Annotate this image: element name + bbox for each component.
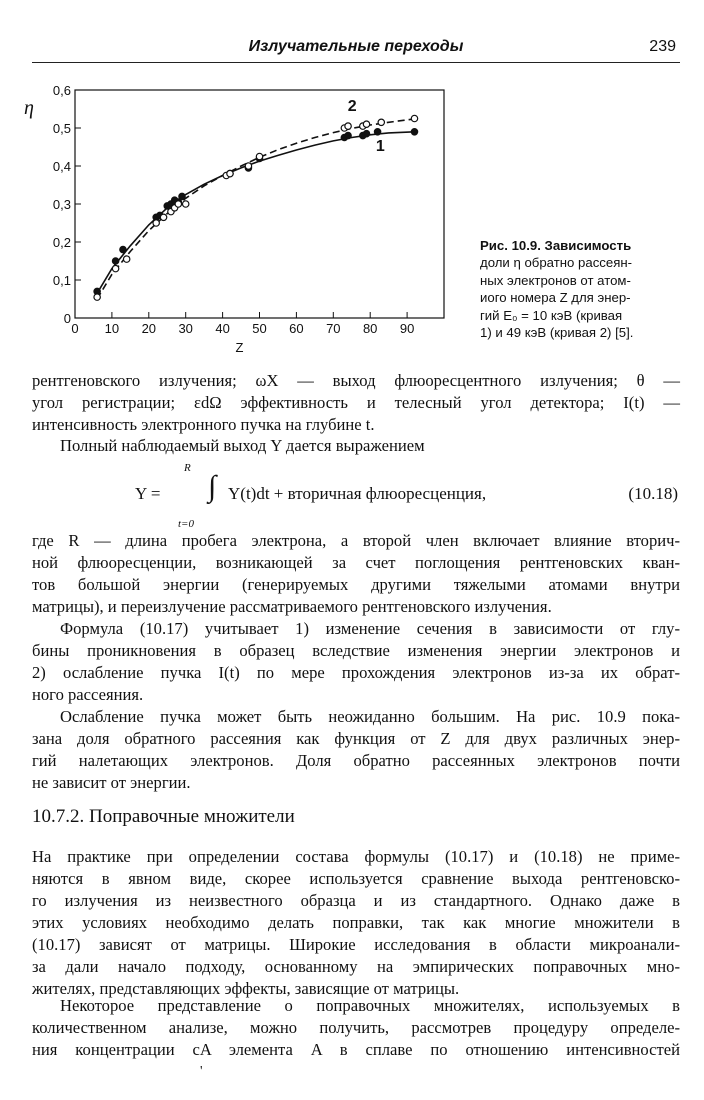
text-line: не зависит от энергии. [32,773,191,792]
series-2-point [256,153,262,159]
page-number: 239 [649,38,676,55]
series-2-point [378,119,384,125]
text-line: бины проникновения в образец вследствие изменения энергии электронов и [32,641,680,660]
x-tick-label: 50 [252,321,267,336]
x-tick-label: 30 [178,321,193,336]
series-2-label: 2 [347,97,357,115]
text-line: где R — длина пробега электрона, а второй член включает влияние вторич- [32,531,680,550]
y-tick-label: 0,4 [52,159,71,174]
backscatter-figure [20,78,450,358]
integral-sign: ∫ [208,470,217,503]
equation-number: (10.18) [628,484,678,503]
x-tick-label: 0 [71,321,79,336]
caption-line: ных электронов от атом- [480,272,631,288]
text-line: Ослабление пучка может быть неожиданно большим. На рис. 10.9 пока- [60,707,680,726]
x-tick-label: 40 [215,321,230,336]
section-heading: 10.7.2. Поправочные множители [32,806,295,827]
x-axis-label: Z [235,340,244,355]
series-1-point [120,246,126,252]
series-2-point [94,294,100,300]
text-line: угол регистрации; εdΩ эффективность и телесный угол детектора; I(t) — [32,393,680,412]
text-line: ной флюоресценции, возникающей за счет поглощения рентгеновских кван- [32,553,680,572]
caption-line: иого номера Z для энер- [480,290,631,306]
paragraph-correction-factors [32,995,680,1061]
y-tick-label: 0 [63,311,71,326]
running-header [32,36,680,63]
x-tick-label: 90 [399,321,415,336]
text-line: интенсивность электронного пучка на глубине t. [32,415,375,434]
series-2-point [175,201,181,207]
series-1-point [112,258,118,264]
text-line: (10.17) зависят от матрицы. Широкие исследования в области микроанали- [32,935,680,954]
equation-rhs: Y(t)dt + вторичная флюоресценция, [228,484,487,503]
text-line: ного рассеяния. [32,685,144,704]
text-line: зана доля обратного рассеяния как функция от Z для двух различных энер- [32,729,680,748]
caption-line: гий E₀ = 10 кэВ (кривая [480,307,623,323]
series-1-point [363,131,369,137]
text-line: Формула (10.17) учитывает 1) изменение сечения в зависимости от глу- [60,619,680,638]
series-1-point [374,129,380,135]
figure-caption [480,237,676,341]
text-line: Некоторое представление о поправочных множителях, используемых в [60,996,680,1015]
integral-upper-limit: R [184,462,191,474]
caption-line: Рис. 10.9. Зависимость [480,238,632,253]
y-tick-label: 0,6 [52,83,71,98]
x-tick-label: 70 [326,321,341,336]
series-2-point [112,265,118,271]
x-tick-label: 20 [141,321,157,336]
paragraph-practice [32,846,680,1000]
series-2-point [363,121,369,127]
x-tick-label: 80 [362,321,378,336]
series-2-point [183,201,189,207]
series-2-point [227,170,233,176]
text-line: го излучения из неизвестного образца и из стандартного. Однако даже в [32,891,680,910]
integral-lower-limit: t=0 [178,518,194,530]
text-line: На практике при определении состава формулы (10.17) и (10.18) не приме- [32,847,680,866]
paragraph-attenuation [32,706,680,794]
text-line: рентгеновского излучения; ωX — выход флюоресцентного излучения; θ — [32,371,680,390]
plot-frame [75,90,444,318]
equation-10-18 [32,462,680,530]
text-line: няются в явном виде, скорее используется сравнение выхода рентгеновско- [32,869,680,888]
text-line: жителях, представляющих эффекты, зависящие от матрицы. [32,979,460,998]
series-1-point [411,129,417,135]
caption-line: 1) и 49 кэВ (кривая 2) [5]. [480,325,634,341]
series-2-point [123,256,129,262]
equation-lhs: Y = [135,484,161,503]
series-2-curve [97,119,414,299]
text-line: Полный наблюдаемый выход Y дается выражением [60,436,425,455]
text-line: этих условиях необходимо делать поправки, так как многие множители в [32,913,680,932]
x-tick-label: 60 [289,321,304,336]
paragraph-yield-intro [32,435,680,457]
stray-mark: ' [200,1064,203,1079]
text-line: за дали начало подходу, основанному на эмпирических поправочных мно- [32,957,680,976]
y-tick-label: 0,1 [52,273,71,288]
text-line: ния концентрации cA элемента A в сплаве по отношению интенсивностей [32,1040,680,1059]
text-line: матрицы), и переизлучение рассматриваемого рентгеновского излучения. [32,597,552,616]
series-2-point [245,163,251,169]
y-tick-label: 0,2 [52,235,71,250]
running-header-title: Излучательные переходы [248,38,464,55]
paragraph-formula-1017 [32,618,680,706]
y-tick-label: 0,5 [52,121,71,136]
series-1-label: 1 [375,137,385,155]
x-tick-label: 10 [104,321,120,336]
series-2-point [160,214,166,220]
text-line: гий налетающих электронов. Доля обратно рассеянных электронов почти [32,751,680,770]
text-line: количественном анализе, можно получить, рассмотрев процедуру определе- [32,1018,680,1037]
series-2-point [411,115,417,121]
backscatter-chart [20,78,450,358]
series-1-point [345,132,351,138]
text-line: 2) ослабление пучка I(t) по мере прохождения электронов из-за их обрат- [32,663,680,682]
paragraph-range [32,530,680,618]
paragraph-continuation [32,370,680,436]
text-line: тов большой энергии (генерируемых другими тяжелыми атомами внутри [32,575,680,594]
caption-line: доли η обратно рассеян- [480,255,633,271]
y-tick-label: 0,3 [52,197,71,212]
series-2-point [345,123,351,129]
y-axis-label: η [24,97,34,119]
series-2-point [153,220,159,226]
